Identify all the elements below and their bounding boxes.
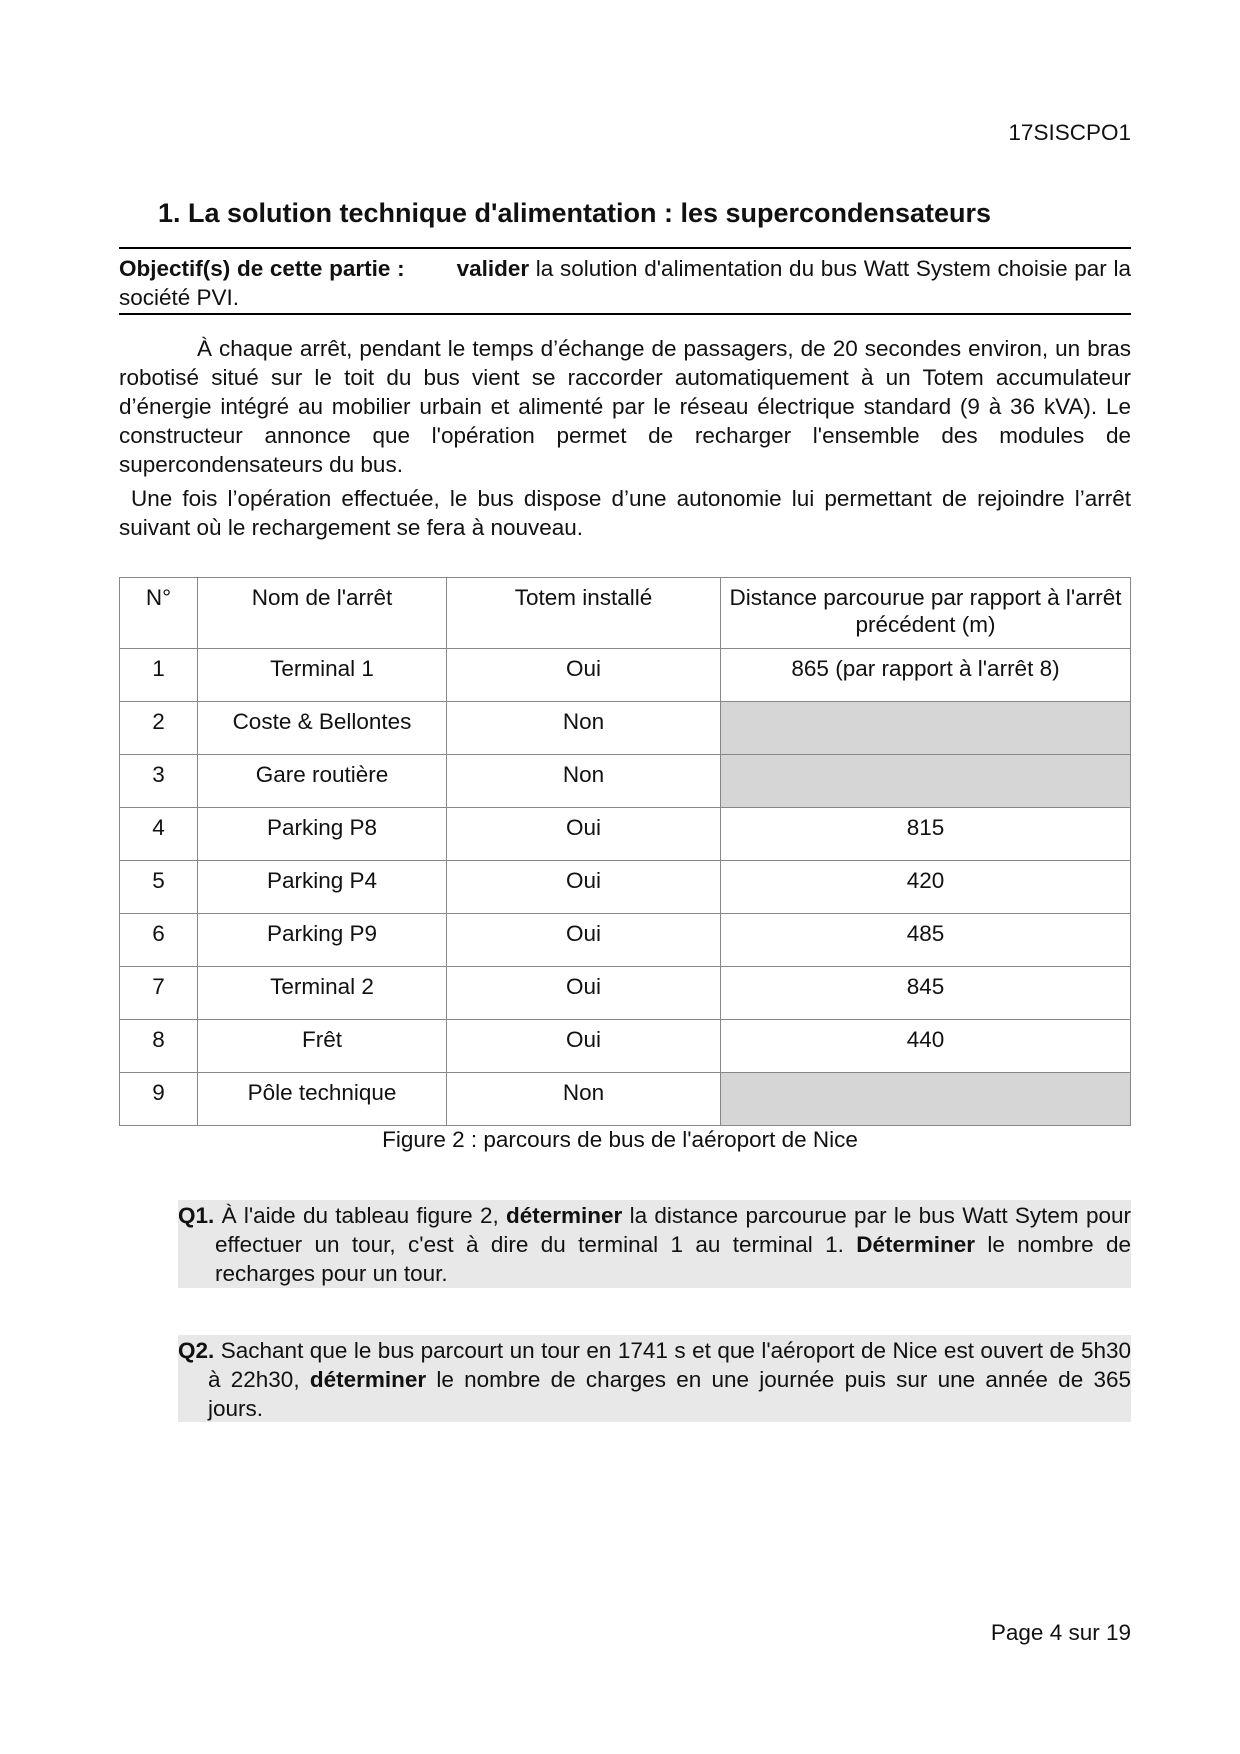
- objective-verb: valider: [456, 256, 530, 281]
- cell-totem: Non: [447, 702, 721, 755]
- table-row: [120, 1020, 1131, 1073]
- table-row: [120, 1073, 1131, 1126]
- cell-distance: [721, 1073, 1131, 1126]
- question-1: [178, 1200, 1131, 1288]
- header-totem: Totem installé: [447, 578, 721, 649]
- table-row: [120, 808, 1131, 861]
- table-row: [120, 702, 1131, 755]
- cell-number: 7: [120, 967, 198, 1020]
- cell-number: 2: [120, 702, 198, 755]
- cell-distance: [721, 755, 1131, 808]
- cell-number: 8: [120, 1020, 198, 1073]
- cell-stop-name: Pôle technique: [198, 1073, 447, 1126]
- cell-stop-name: Parking P9: [198, 914, 447, 967]
- divider-top: [119, 247, 1131, 249]
- question-verb: Déterminer: [856, 1232, 976, 1257]
- document-code: 17SISCPO1: [1008, 120, 1131, 145]
- divider-bottom: [119, 313, 1131, 315]
- cell-totem: Oui: [447, 861, 721, 914]
- cell-distance: 815: [721, 808, 1131, 861]
- cell-stop-name: Terminal 2: [198, 967, 447, 1020]
- cell-distance: 440: [721, 1020, 1131, 1073]
- cell-distance: [721, 702, 1131, 755]
- question-verb: déterminer: [506, 1203, 623, 1228]
- table-row: [120, 914, 1131, 967]
- bus-stops-table: [119, 577, 1131, 1126]
- cell-distance: 845: [721, 967, 1131, 1020]
- cell-totem: Oui: [447, 1020, 721, 1073]
- table-header-row: [120, 578, 1131, 649]
- cell-totem: Oui: [447, 649, 721, 702]
- cell-stop-name: Coste & Bellontes: [198, 702, 447, 755]
- question-label: Q1.: [178, 1203, 215, 1228]
- cell-stop-name: Parking P8: [198, 808, 447, 861]
- figure-caption: Figure 2 : parcours de bus de l'aéroport de Nice: [382, 1127, 858, 1152]
- cell-totem: Oui: [447, 808, 721, 861]
- objective-block: [119, 254, 1131, 312]
- question-text: le nombre de recharges pour un tour.: [215, 1232, 1131, 1286]
- table-row: [120, 861, 1131, 914]
- cell-number: 5: [120, 861, 198, 914]
- paragraph-1: À chaque arrêt, pendant le temps d’échange de passagers, de 20 secondes environ, un bras robotisé situé sur le toit du bus vient se raccorder automatiquement à un Totem accumulateur d’énergie intégré au mobilier urbain et alimenté par le réseau électrique standard (9 à 36 kVA). Le constructeur annonce que l'opération permet de recharger l'ensemble des modules de supercondensateurs du bus.: [119, 336, 1131, 477]
- table-row: [120, 967, 1131, 1020]
- header-stop-name: Nom de l'arrêt: [198, 578, 447, 649]
- question-text: À l'aide du tableau figure 2,: [214, 1203, 506, 1228]
- question-text: Sachant que le bus parcourt un tour en 1741 s et que l'aéroport de Nice est ouvert de 5h30 à 22h30,: [208, 1338, 1131, 1392]
- table-row: [120, 755, 1131, 808]
- cell-number: 6: [120, 914, 198, 967]
- paragraph-2: Une fois l’opération effectuée, le bus dispose d’une autonomie lui permettant de rejoindre l’arrêt suivant où le rechargement se fera à nouveau.: [119, 486, 1131, 540]
- page-number: Page 4 sur 19: [990, 1620, 1131, 1645]
- cell-number: 1: [120, 649, 198, 702]
- cell-distance: 485: [721, 914, 1131, 967]
- cell-stop-name: Terminal 1: [198, 649, 447, 702]
- objective-text: la solution d'alimentation du bus Watt System choisie par la société PVI.: [119, 256, 1131, 310]
- cell-stop-name: Frêt: [198, 1020, 447, 1073]
- cell-stop-name: Gare routière: [198, 755, 447, 808]
- cell-totem: Oui: [447, 914, 721, 967]
- cell-totem: Non: [447, 1073, 721, 1126]
- objective-label: Objectif(s) de cette partie :: [119, 256, 405, 281]
- cell-totem: Non: [447, 755, 721, 808]
- question-verb: déterminer: [309, 1367, 427, 1392]
- cell-number: 3: [120, 755, 198, 808]
- question-2: [178, 1335, 1131, 1422]
- table-row: [120, 649, 1131, 702]
- section-title: 1. La solution technique d'alimentation : les supercondensateurs: [158, 198, 992, 228]
- question-label: Q2.: [178, 1338, 215, 1363]
- cell-stop-name: Parking P4: [198, 861, 447, 914]
- question-text: le nombre de charges en une journée puis sur une année de 365 jours.: [208, 1367, 1131, 1421]
- question-text: la distance parcourue par le bus Watt Sytem pour effectuer un tour, c'est à dire du terminal 1 au terminal 1.: [215, 1203, 1131, 1257]
- cell-totem: Oui: [447, 967, 721, 1020]
- cell-distance: 865 (par rapport à l'arrêt 8): [721, 649, 1131, 702]
- header-number: N°: [120, 578, 198, 649]
- header-distance: Distance parcourue par rapport à l'arrêt précédent (m): [721, 578, 1131, 649]
- cell-distance: 420: [721, 861, 1131, 914]
- cell-number: 9: [120, 1073, 198, 1126]
- cell-number: 4: [120, 808, 198, 861]
